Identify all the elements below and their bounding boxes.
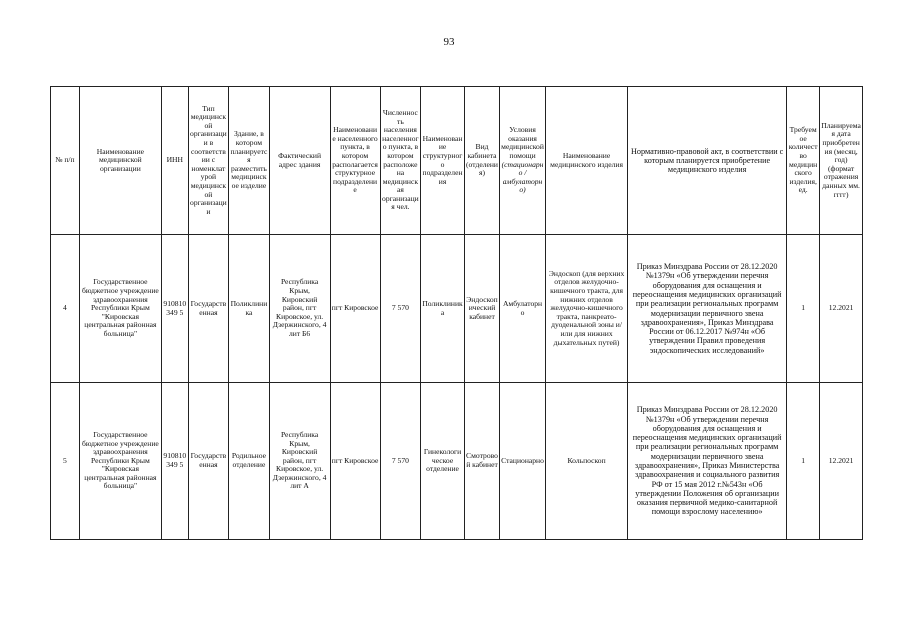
cell-num: 5 [51,383,80,540]
cell-inn: 910810349 5 [161,235,188,383]
cell-device-name: Кольпоскоп [545,383,627,540]
cell-inn: 910810349 5 [161,383,188,540]
header-address: Фактический адрес здания [269,87,330,235]
cell-planned-date: 12.2021 [820,383,863,540]
cell-quantity: 1 [787,383,820,540]
header-population: Численность населения населенного пункта, в котором расположена медицинская организация чел. [380,87,421,235]
cell-population: 7 570 [380,235,421,383]
header-planned-date: Планируемая дата приобретения (месяц, год) (формат отражения данных мм. гггг) [820,87,863,235]
cell-care-conditions: Стационарно [500,383,546,540]
header-inn: ИНН [161,87,188,235]
cell-care-conditions: Амбулаторно [500,235,546,383]
cell-legal-act: Приказ Минздрава России от 28.12.2020 №1379н «Об утверждении перечня оборудования для оснащения и переоснащения медицинских организаций при реализации региональных программ модернизации первичного звена здравоохранения», Приказ Минздрава России от 06.12.2017 №974н «Об утверждении Правил проведения эндоскопических исследований» [628,235,787,383]
header-device-name: Наименование медицинского изделия [545,87,627,235]
cell-org-name: Государственное бюджетное учреждение здравоохранения Республики Крым "Кировская центральная районная больница" [79,235,161,383]
cell-locality: пгт Кировское [330,383,380,540]
header-building: Здание, в котором планируется разместить медицинское изделие [229,87,270,235]
cell-subdivision: Поликлиника [421,235,465,383]
header-org-name: Наименование медицинской организации [79,87,161,235]
cell-quantity: 1 [787,235,820,383]
header-legal-act: Нормативно-правовой акт, в соответствии с которым планируется приобретение медицинского изделия [628,87,787,235]
cell-device-name: Эндоскоп (для верхних отделов желудочно-кишечного тракта, для нижних отделов желудочно-кишечного тракта, панкреато-дуоденальной зоны и/или для нижних дыхательных путей) [545,235,627,383]
cell-address: Республика Крым, Кировский район, пгт Кировское, ул. Дзержинского, 4 лит А [269,383,330,540]
cell-num: 4 [51,235,80,383]
header-cabinet-type: Вид кабинета (отделения) [464,87,499,235]
cell-legal-act: Приказ Минздрава России от 28.12.2020 №1379н «Об утверждении перечня оборудования для оснащения и переоснащения медицинских организаций при реализации региональных программ модернизации первичного звена здравоохранения», Приказ Министерства здравоохранения и социального развития РФ от 15 мая 2012 г.№543н «Об утверждении Положения об организации оказания первичной медико-санитарной помощи взрослому населению» [628,383,787,540]
cell-subdivision: Гинекологическое отделение [421,383,465,540]
cell-locality: пгт Кировское [330,235,380,383]
header-quantity: Требуемое количество медицинского изделия, ед. [787,87,820,235]
cell-planned-date: 12.2021 [820,235,863,383]
table-header-row [51,87,863,235]
cell-cabinet-type: Смотровой кабинет [464,383,499,540]
table-row [51,383,863,540]
cell-building: Поликлиника [229,235,270,383]
header-care-conditions-options: (стационарно / амбулаторно) [501,159,544,195]
cell-cabinet-type: Эндоскопический кабинет [464,235,499,383]
cell-population: 7 570 [380,383,421,540]
cell-org-type: Государственная [188,383,229,540]
cell-org-type: Государственная [188,235,229,383]
cell-address: Республика Крым, Кировский район, пгт Кировское, ул. Дзержинского, 4 лит Б6 [269,235,330,383]
cell-org-name: Государственное бюджетное учреждение здравоохранения Республики Крым "Кировская центральная районная больница" [79,383,161,540]
header-care-conditions [500,87,546,235]
header-care-conditions-text: Условия оказания медицинской помощи [501,125,544,160]
header-org-type: Тип медицинской организации в соответствии с номенклатурой медицинской организации [188,87,229,235]
table-row [51,235,863,383]
page-number: 93 [443,36,455,48]
cell-building: Родильное отделение [229,383,270,540]
header-num: № п/п [51,87,80,235]
equipment-table [50,86,863,540]
header-locality: Наименование населенного пункта, в котором располагается структурное подразделение [330,87,380,235]
header-subdivision: Наименование структурного подразделения [421,87,465,235]
